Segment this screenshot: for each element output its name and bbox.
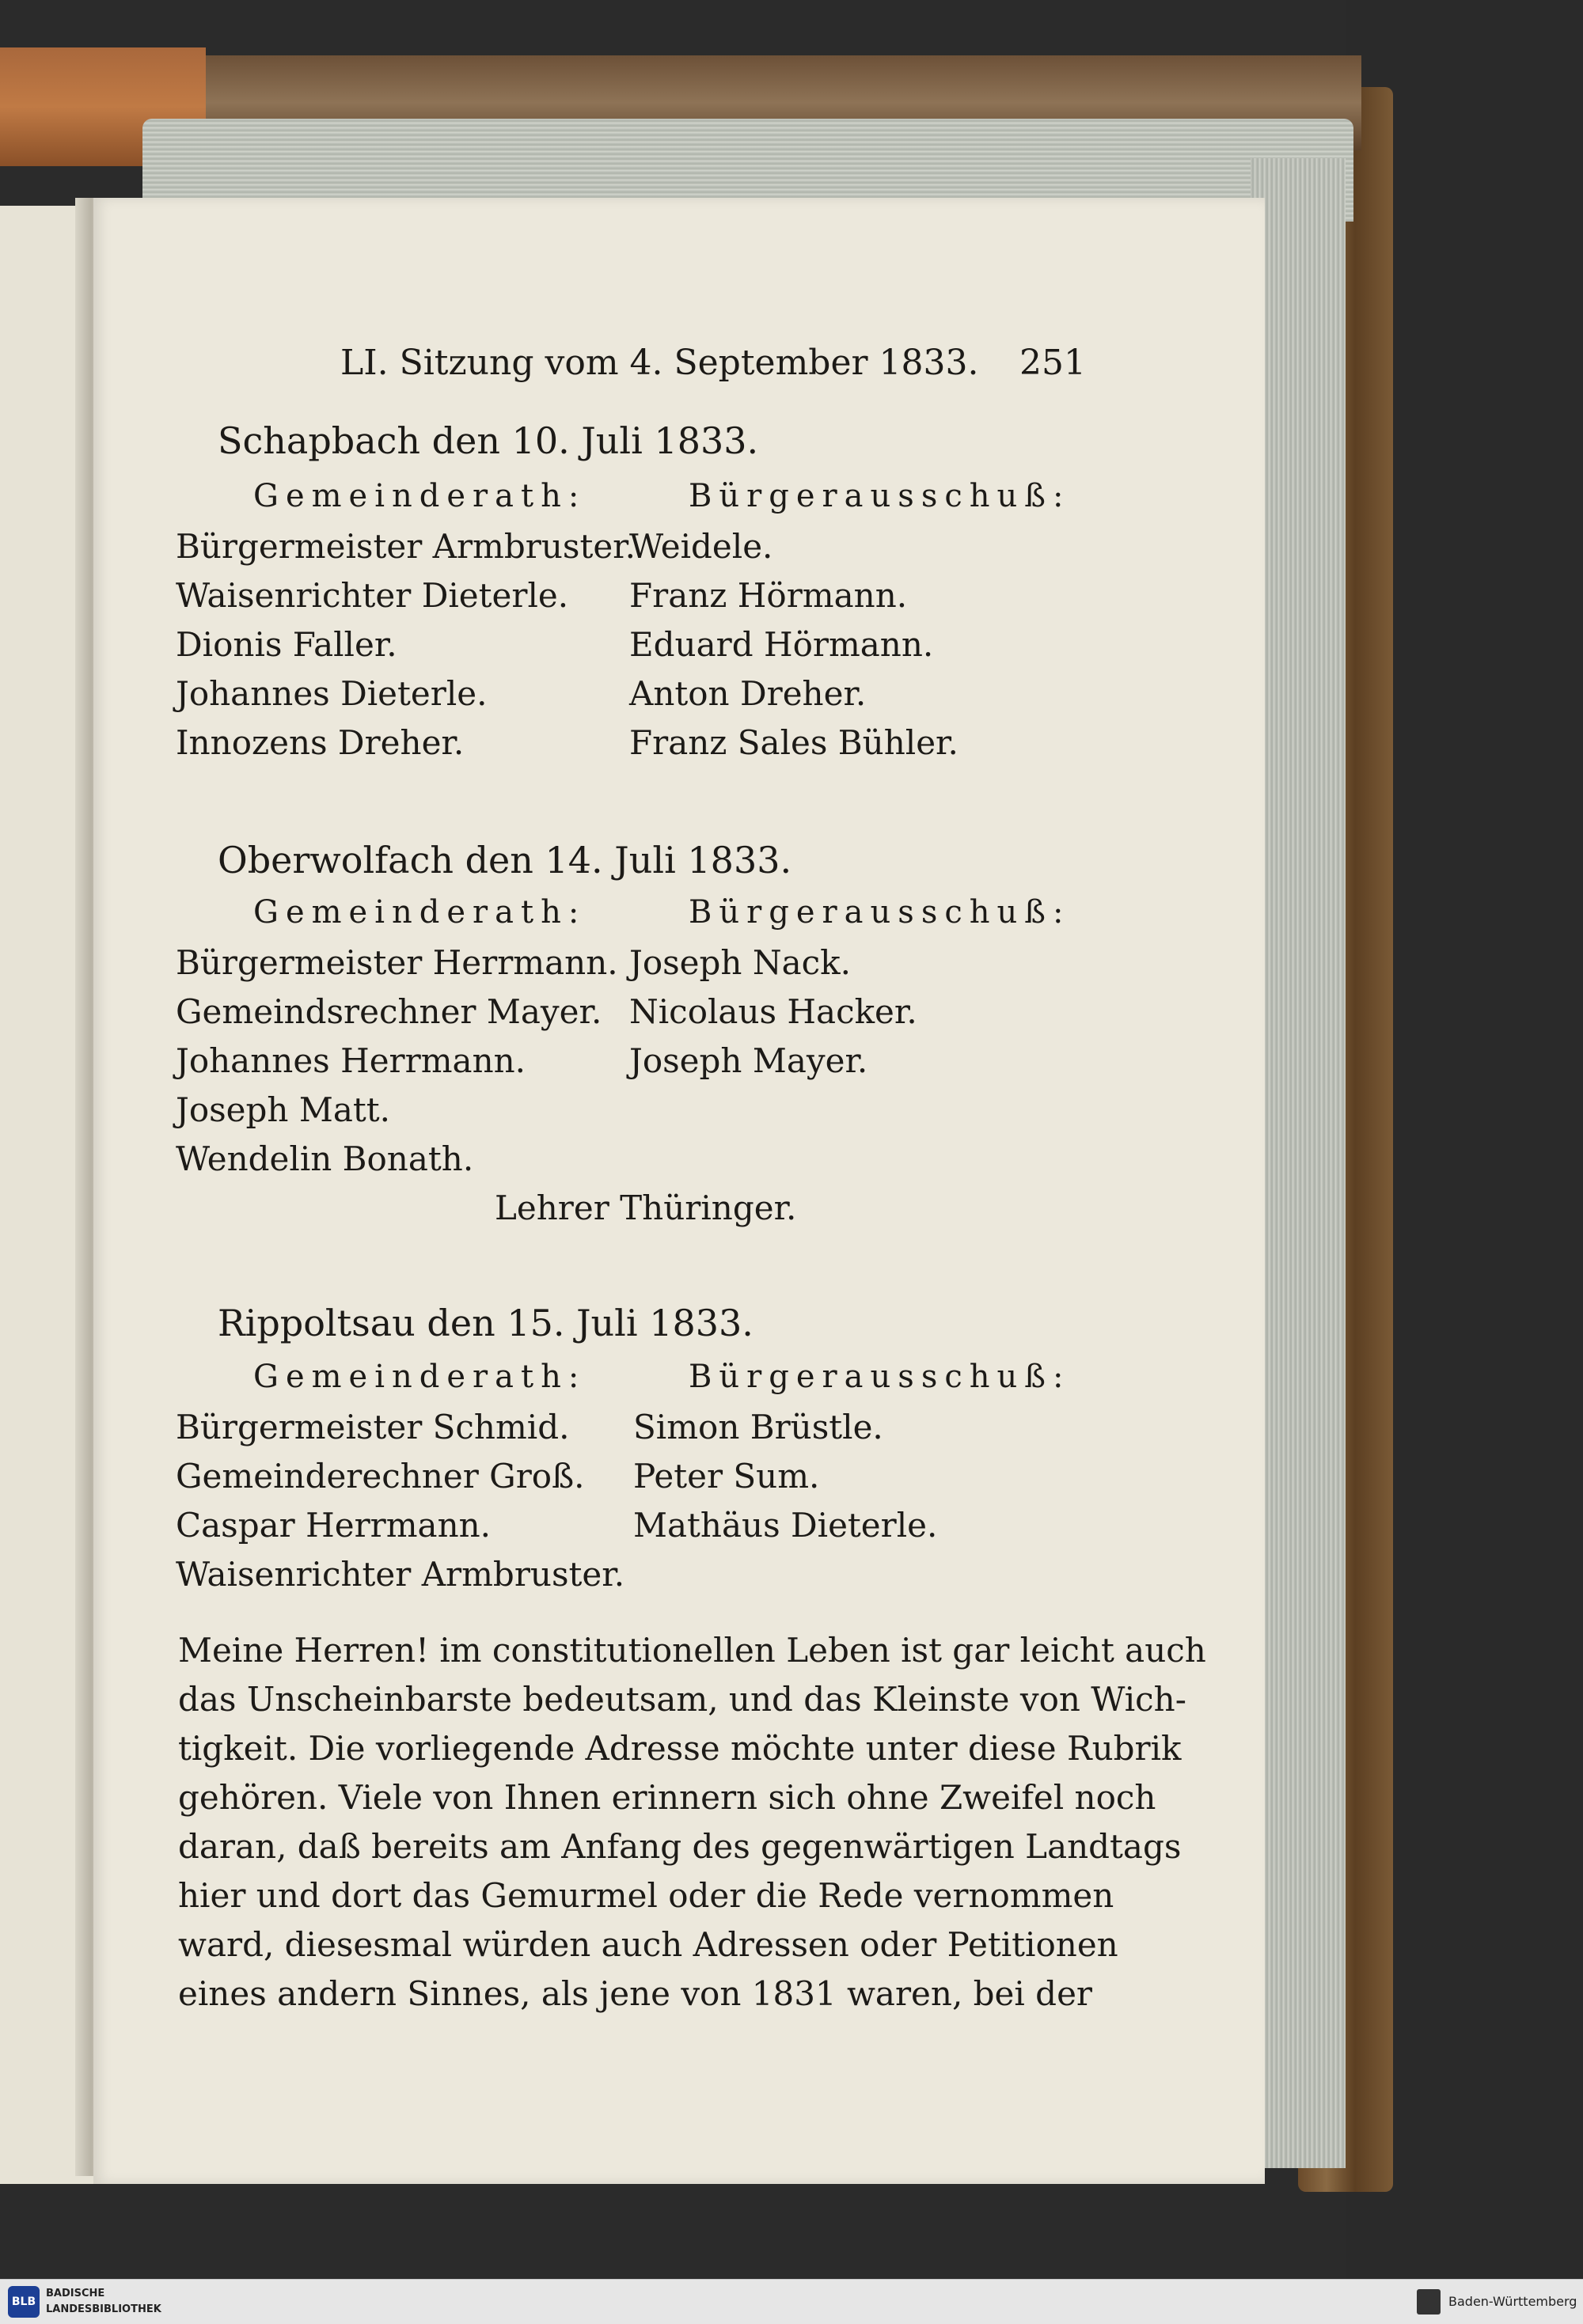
baden-wuerttemberg-logo	[1417, 2289, 1441, 2315]
paragraph-line: gehören. Viele von Ihnen erinnern sich ohne Zweifel noch	[178, 1778, 1156, 1817]
paragraph-line: das Unscheinbarste bedeutsam, und das Kleinste von Wich-	[178, 1680, 1186, 1719]
column-heading-buergerausschuss: Bürgerausschuß:	[689, 894, 1071, 931]
member-name: Waisenrichter Armbruster.	[176, 1555, 625, 1594]
paragraph-line: eines andern Sinnes, als jene von 1831 waren, bei der	[178, 1974, 1092, 2013]
member-name: Innozens Dreher.	[176, 723, 465, 762]
column-heading-buergerausschuss: Bürgerausschuß:	[689, 1359, 1071, 1395]
member-name: Gemeindsrechner Mayer.	[176, 992, 602, 1031]
running-header: LI. Sitzung vom 4. September 1833.	[340, 343, 979, 383]
member-name: Bürgermeister Herrmann.	[176, 943, 618, 982]
page-edges-right	[1251, 158, 1346, 2168]
member-name: Joseph Mayer.	[629, 1041, 868, 1080]
paragraph-line: ward, diesesmal würden auch Adressen oder Petitionen	[178, 1925, 1118, 1964]
member-name: Joseph Matt.	[176, 1090, 390, 1129]
member-name: Franz Sales Bühler.	[629, 723, 959, 762]
column-heading-gemeinderath: Gemeinderath:	[253, 1359, 587, 1395]
member-name: Franz Hörmann.	[629, 576, 908, 615]
page-number: 251	[1019, 343, 1086, 383]
member-name: Johannes Herrmann.	[176, 1041, 526, 1080]
state-name: Baden-Württemberg	[1448, 2294, 1577, 2309]
member-name: Peter Sum.	[633, 1457, 820, 1496]
member-name: Anton Dreher.	[629, 674, 867, 713]
member-name: Waisenrichter Dieterle.	[176, 576, 569, 615]
member-name: Joseph Nack.	[629, 943, 851, 982]
column-heading-gemeinderath: Gemeinderath:	[253, 478, 587, 514]
paragraph-line: Meine Herren! im constitutionellen Leben ist gar leicht auch	[178, 1631, 1206, 1670]
section-place: Oberwolfach den 14. Juli 1833.	[218, 839, 792, 881]
member-name: Nicolaus Hacker.	[629, 992, 917, 1031]
member-name: Dionis Faller.	[176, 625, 397, 664]
paragraph-line: hier und dort das Gemurmel oder die Rede vernommen	[178, 1876, 1114, 1915]
member-name: Mathäus Dieterle.	[633, 1506, 938, 1545]
viewer-footer	[0, 2279, 1583, 2324]
member-name: Simon Brüstle.	[633, 1408, 883, 1446]
member-name: Wendelin Bonath.	[176, 1139, 474, 1178]
column-heading-buergerausschuss: Bürgerausschuß:	[689, 478, 1071, 514]
member-name: Gemeinderechner Groß.	[176, 1457, 585, 1496]
member-name: Weidele.	[629, 527, 773, 566]
blb-logo: BLB	[8, 2286, 40, 2318]
member-name: Bürgermeister Armbruster.	[176, 527, 636, 566]
section-place: Rippoltsau den 15. Juli 1833.	[218, 1302, 754, 1344]
member-name: Bürgermeister Schmid.	[176, 1408, 570, 1446]
paragraph-line: daran, daß bereits am Anfang des gegenwärtigen Landtags	[178, 1827, 1182, 1866]
member-name: Eduard Hörmann.	[629, 625, 934, 664]
column-heading-gemeinderath: Gemeinderath:	[253, 894, 587, 931]
paragraph-line: tigkeit. Die vorliegende Adresse möchte unter diese Rubrik	[178, 1729, 1182, 1768]
member-name: Caspar Herrmann.	[176, 1506, 492, 1545]
section-place: Schapbach den 10. Juli 1833.	[218, 419, 759, 462]
library-name: BADISCHE LANDESBIBLIOTHEK	[46, 2288, 161, 2315]
member-name: Johannes Dieterle.	[176, 674, 488, 713]
teacher-name: Lehrer Thüringer.	[495, 1189, 797, 1227]
